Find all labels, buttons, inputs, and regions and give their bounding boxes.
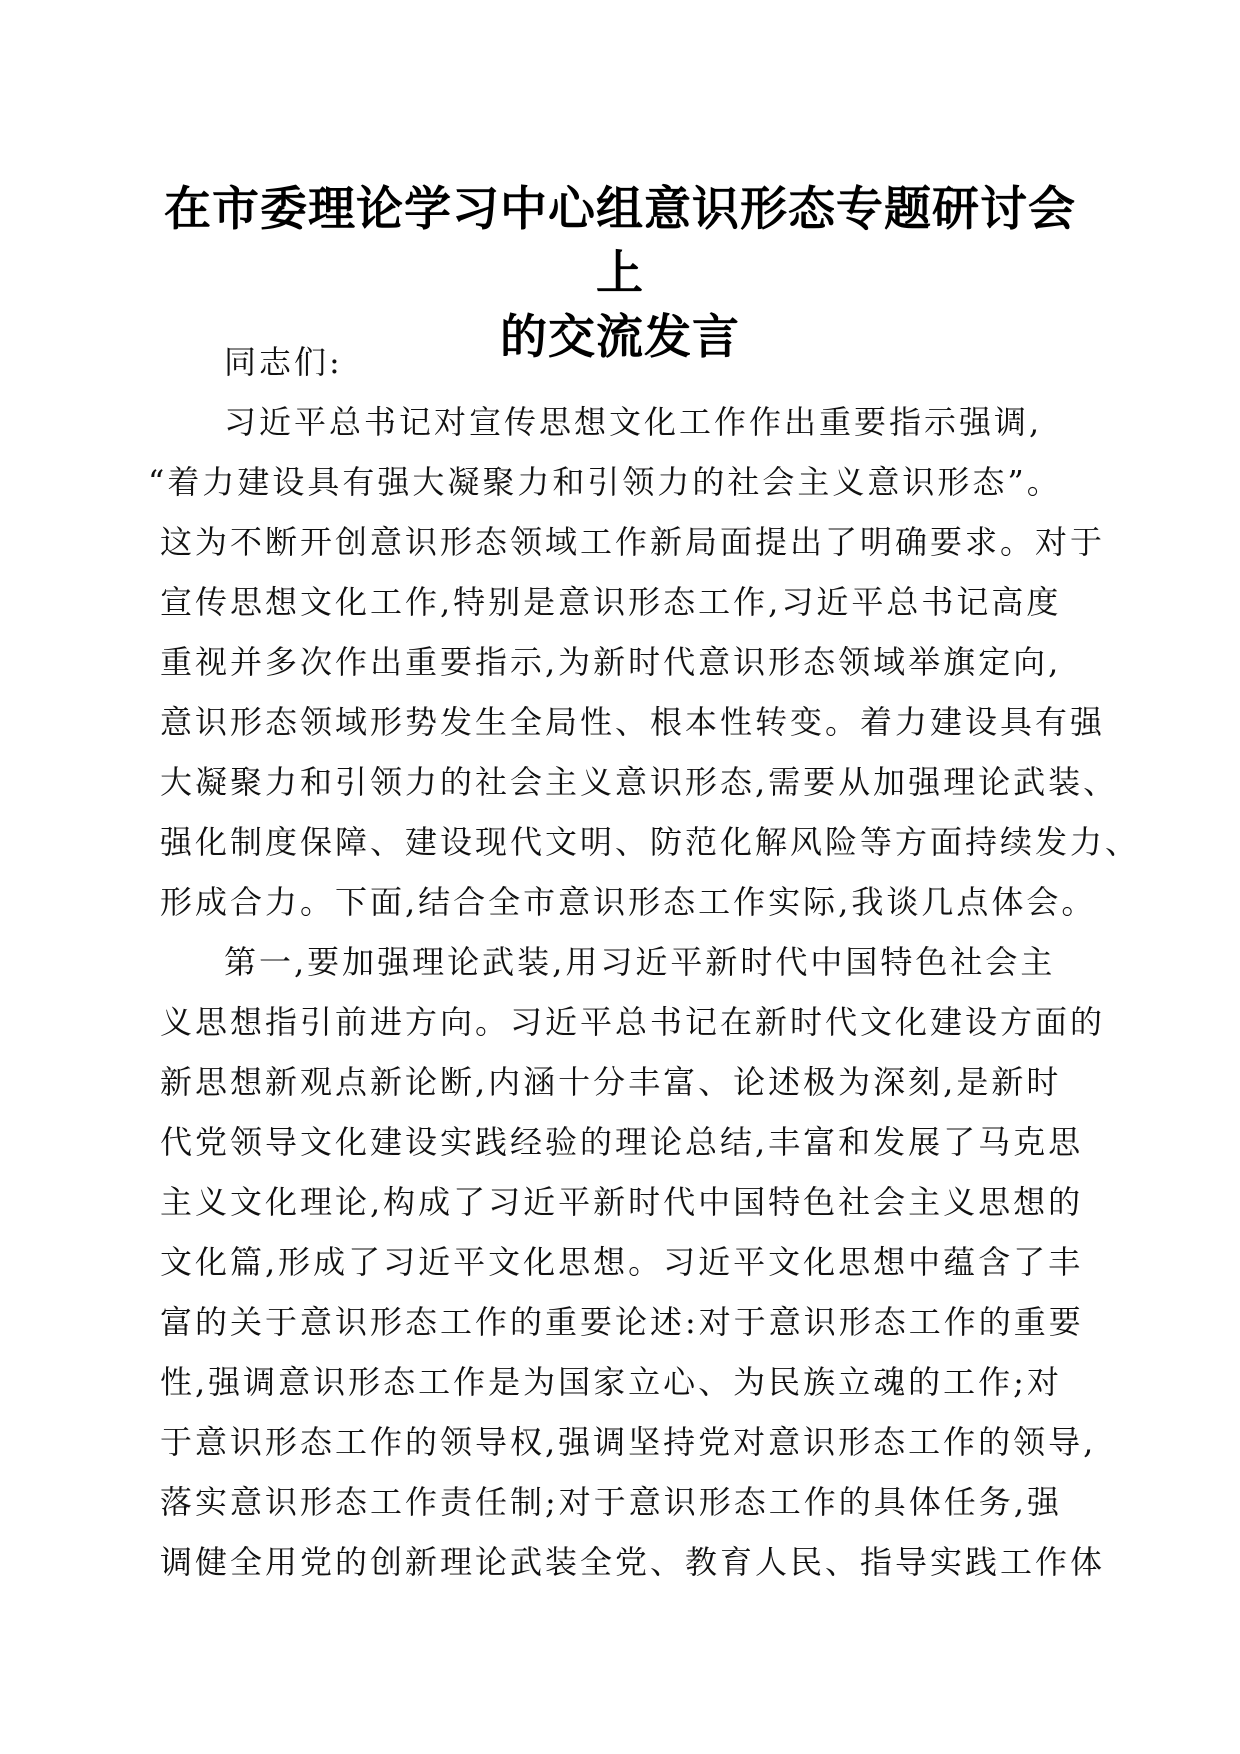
document-body [148,332,1141,1592]
paragraph-1-line: 这为不断开创意识形态领域工作新局面提出了明确要求。对于 [160,523,1106,561]
paragraph-1-line: 宣传思想文化工作,特别是意识形态工作,习近平总书记高度 [160,583,1062,621]
paragraph-1-line: 重视并多次作出重要指示,为新时代意识形态领域举旗定向, [160,643,1062,681]
paragraph-2-line: 落实意识形态工作责任制;对于意识形态工作的具体任务,强 [160,1483,1062,1521]
paragraph-2-line: 富的关于意识形态工作的重要论述:对于意识形态工作的重要 [160,1303,1084,1341]
title-line-1: 在市委理论学习中心组意识形态专题研讨会上 [164,182,1076,301]
paragraph-1-line: “着力建设具有强大凝聚力和引领力的社会主义意识形态”。 [148,463,1062,501]
paragraph-1-line: 强化制度保障、建设现代文明、防范化解风险等方面持续发力、 [160,823,1141,861]
paragraph-2-line: 文化篇,形成了习近平文化思想。习近平文化思想中蕴含了丰 [160,1243,1084,1281]
paragraph-2-line: 代党领导文化建设实践经验的理论总结,丰富和发展了马克思 [160,1123,1084,1161]
paragraph-1-line: 意识形态领域形势发生全局性、根本性转变。着力建设具有强 [160,703,1106,741]
paragraph-1-line: 形成合力。下面,结合全市意识形态工作实际,我谈几点体会。 [160,883,1097,921]
paragraph-1-line: 大凝聚力和引领力的社会主义意识形态,需要从加强理论武装、 [160,763,1119,801]
title-line-2: 的交流发言 [500,310,740,365]
paragraph-2-line: 主义文化理论,构成了习近平新时代中国特色社会主义思想的 [160,1183,1084,1221]
paragraph-2-line: 义思想指引前进方向。习近平总书记在新时代文化建设方面的 [160,1003,1106,1041]
paragraph-2-line: 调健全用党的创新理论武装全党、教育人民、指导实践工作体 [160,1543,1106,1581]
paragraph-2-line: 于意识形态工作的领导权,强调坚持党对意识形态工作的领导, [160,1423,1097,1461]
paragraph-2-line: 第一,要加强理论武装,用习近平新时代中国特色社会主 [224,943,1056,981]
salutation: 同志们: [224,343,343,381]
paragraph-1-line: 习近平总书记对宣传思想文化工作作出重要指示强调, [224,403,1043,441]
paragraph-2-line: 性,强调意识形态工作是为国家立心、为民族立魂的工作;对 [160,1363,1062,1401]
paragraph-2-line: 新思想新观点新论断,内涵十分丰富、论述极为深刻,是新时 [160,1063,1062,1101]
